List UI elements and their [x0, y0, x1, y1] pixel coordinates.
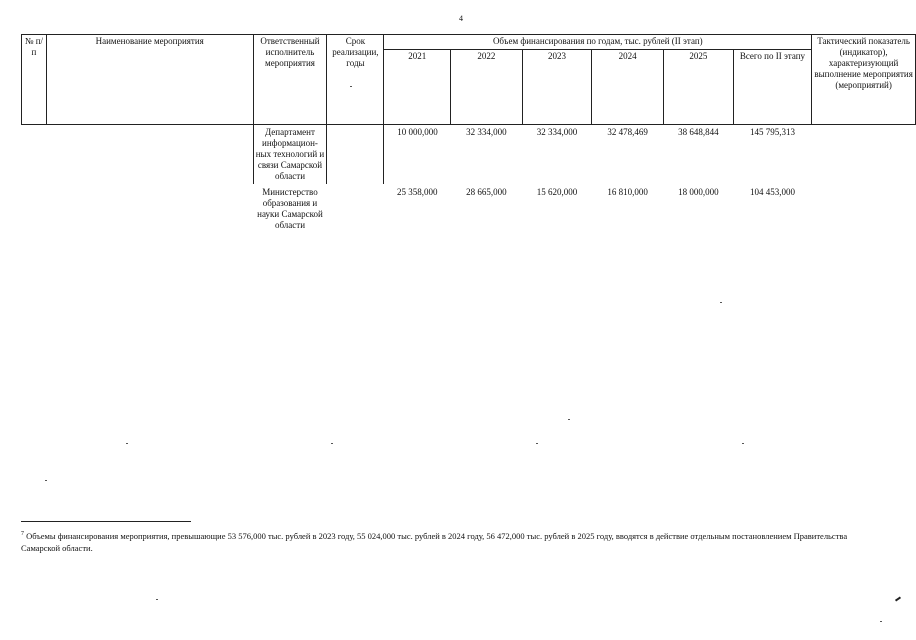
scan-speck	[331, 443, 333, 444]
footnote-rule	[21, 521, 191, 522]
value-cell: 32 334,000	[536, 127, 578, 137]
value-cell: 32 334,000	[466, 127, 507, 137]
scan-speck	[742, 443, 744, 444]
header-funding-group: Объем финансирования по годам, тыс. рублей (II этап)	[384, 35, 812, 50]
value-cell: 28 665,000	[466, 187, 507, 197]
responsible-cell: Министерство образования и науки Самарской области	[257, 187, 323, 230]
value-cell: 32 478,469	[607, 127, 648, 137]
total-cell: 145 795,313	[749, 127, 795, 137]
footnote-marker: 7	[21, 531, 24, 537]
header-year-2024: 2024	[592, 50, 664, 125]
header-responsible: Ответственный исполнитель мероприятия	[253, 35, 327, 125]
footnote-text: Объемы финансирования мероприятия, превышающие 53 576,000 тыс. рублей в 2023 году, 55 024,000 тыс. рублей в 2024 году, 56 472,000 тыс. рублей в 2025 году, вводятся в действие отдельным постановлением Правительства Самарской области.	[21, 530, 848, 553]
scan-speck	[156, 599, 158, 600]
footnote	[21, 528, 881, 554]
table-row	[22, 125, 916, 185]
value-cell: 38 648,844	[678, 127, 719, 137]
page-number: 4	[459, 14, 463, 23]
header-year-2021: 2021	[384, 50, 451, 125]
table-row	[22, 184, 916, 233]
total-cell: 104 453,000	[749, 187, 795, 197]
header-total: Всего по II этапу	[733, 50, 812, 125]
scan-speck	[126, 443, 128, 444]
value-cell: 25 358,000	[396, 187, 438, 197]
header-year-2025: 2025	[664, 50, 734, 125]
scan-speck	[720, 302, 722, 303]
header-year-2022: 2022	[451, 50, 523, 125]
scan-speck	[350, 86, 352, 87]
scan-speck	[45, 480, 47, 481]
header-num: № п/п	[22, 35, 47, 125]
value-cell: 18 000,000	[678, 187, 719, 197]
funding-table	[21, 34, 916, 233]
scan-mark	[895, 596, 901, 601]
header-indicator: Тактический показатель (индикатор), характеризующий выполнение мероприятия (мероприятий)	[812, 35, 916, 125]
value-cell: 16 810,000	[607, 187, 648, 197]
value-cell: 15 620,000	[536, 187, 578, 197]
responsible-cell: Департамент информацион-ных технологий и связи Самарской области	[253, 125, 327, 185]
header-name: Наименование мероприятия	[46, 35, 253, 125]
value-cell: 10 000,000	[384, 125, 451, 185]
header-year-2023: 2023	[522, 50, 592, 125]
scan-speck	[536, 443, 538, 444]
header-term: Срок реализации, годы	[327, 35, 384, 125]
scan-speck	[880, 621, 882, 622]
scan-speck	[568, 419, 570, 420]
